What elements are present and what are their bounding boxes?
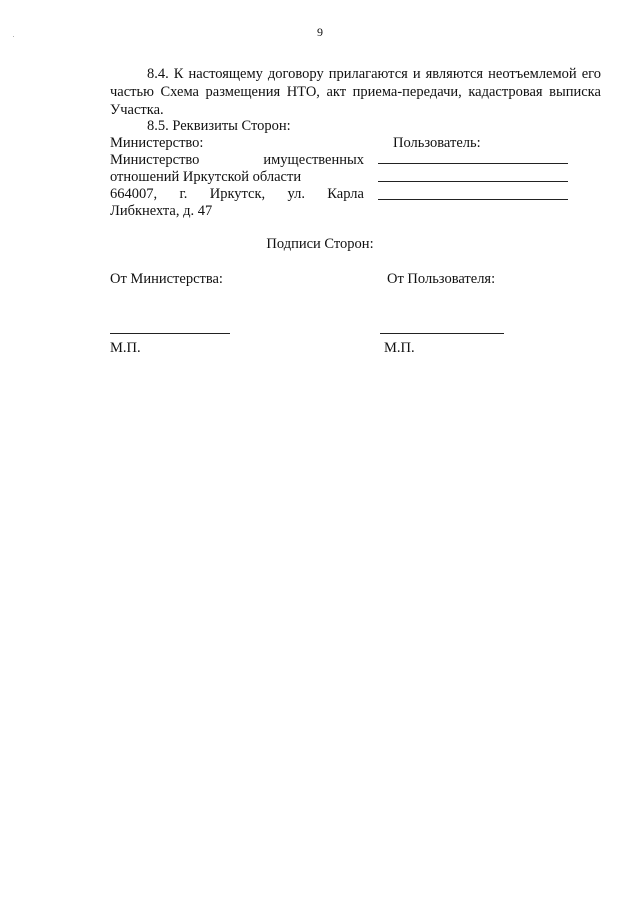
clause-8-5-heading: 8.5. Реквизиты Сторон: — [147, 118, 291, 134]
word: неотъемлемой — [488, 66, 577, 82]
ministry-name-line-1 — [110, 152, 364, 169]
clause-8-4-line-3: Участка. — [110, 102, 164, 118]
user-label: Пользователь: — [393, 135, 481, 151]
word: Министерство — [110, 152, 200, 168]
word: Карла — [327, 186, 364, 202]
user-fill-line-3 — [378, 199, 568, 200]
user-fill-line-2 — [378, 181, 568, 182]
word: размещения — [205, 84, 281, 100]
ministry-address-line-1 — [110, 186, 364, 203]
signatures-heading: Подписи Сторон: — [266, 236, 374, 252]
clause-8-4-line-2 — [110, 84, 601, 101]
word: частью — [110, 84, 154, 100]
clause-8-4-line-1 — [147, 66, 601, 83]
ministry-name-line-2: отношений Иркутской области — [110, 169, 302, 185]
word: кадастровая — [468, 84, 543, 100]
word: 8.4. — [147, 66, 169, 82]
user-fill-line-1 — [378, 163, 568, 164]
word: являются — [425, 66, 484, 82]
word: его — [581, 66, 601, 82]
ministry-label: Министерство: — [110, 135, 204, 151]
word: имущественных — [263, 152, 364, 168]
stamp-left: М.П. — [110, 340, 141, 356]
word: настоящему — [188, 66, 263, 82]
word: ул. — [287, 186, 305, 202]
word: приема-передачи, — [352, 84, 462, 100]
word: НТО, — [286, 84, 320, 100]
word: 664007, — [110, 186, 158, 202]
word: г. — [179, 186, 188, 202]
page-number: 9 — [317, 25, 323, 39]
word: акт — [326, 84, 347, 100]
word: договору — [267, 66, 324, 82]
ministry-address-line-2: Либкнехта, д. 47 — [110, 203, 213, 219]
word: прилагаются — [328, 66, 408, 82]
word: Схема — [160, 84, 199, 100]
ministry-signature-line — [110, 333, 230, 334]
word: К — [173, 66, 184, 82]
user-signature-line — [380, 333, 504, 334]
word: выписка — [549, 84, 601, 100]
word: и — [412, 66, 421, 82]
from-user-label: От Пользователя: — [387, 271, 496, 287]
word: Иркутск, — [209, 186, 266, 202]
from-ministry-label: От Министерства: — [110, 271, 223, 287]
stamp-right: М.П. — [384, 340, 415, 356]
